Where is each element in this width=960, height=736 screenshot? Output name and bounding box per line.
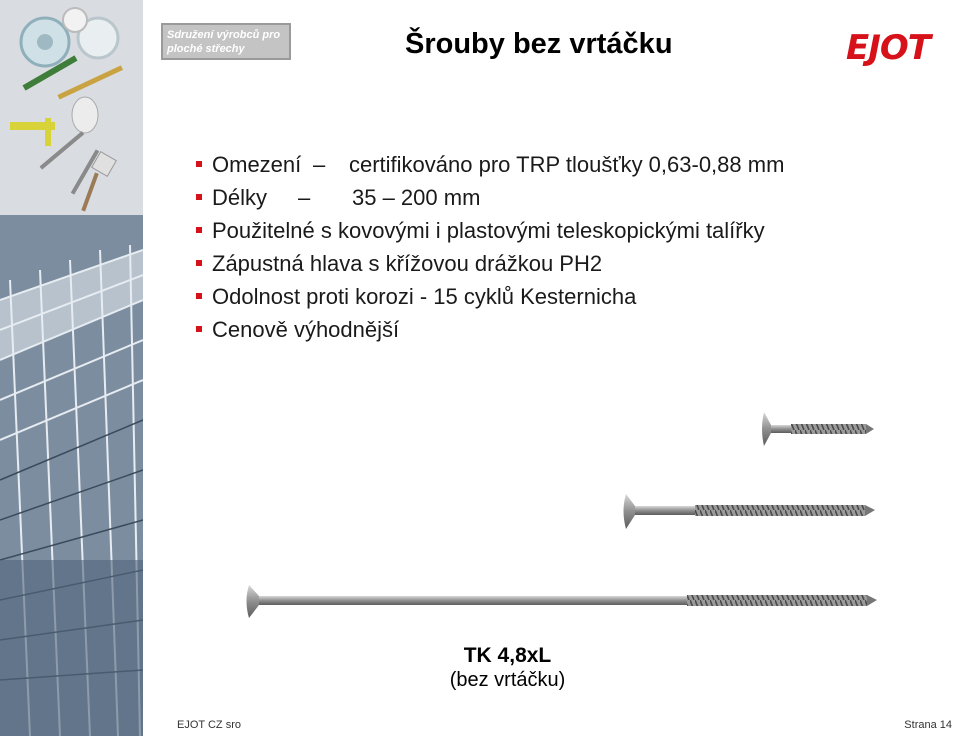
page-title: Šrouby bez vrtáčku (405, 28, 673, 60)
medium-screw-icon (624, 494, 876, 529)
product-note: (bez vrtáčku) (449, 669, 566, 691)
bullet-key: Omezení (212, 152, 302, 177)
bullet-text: Cenově výhodnější (212, 317, 400, 342)
product-caption (420, 644, 595, 692)
bullet-value: certifikováno pro TRP tloušťky 0,63-0,88 mm (349, 152, 785, 177)
association-logo-line1: Sdružení výrobců pro (167, 29, 281, 41)
bullet-text: Použitelné s kovovými i plastovými teleskopickými talířky (212, 218, 765, 243)
association-logo-line2: ploché střechy (167, 43, 245, 55)
bullet-value: 35 – 200 mm (352, 185, 481, 210)
bullet-key: Délky (212, 185, 268, 210)
footer-page-number: Strana 14 (904, 719, 952, 731)
brand-logo: EJOT (846, 28, 930, 68)
bullet-text: Zápustná hlava s křížovou drážkou PH2 (212, 251, 603, 276)
long-screw-icon (247, 585, 878, 618)
footer-company: EJOT CZ sro (177, 719, 241, 731)
bullet-dash: – (313, 152, 326, 177)
short-screw-icon (762, 412, 874, 446)
bullet-text: Odolnost proti korozi - 15 cyklů Kesternicha (212, 284, 637, 309)
bullet-dash: – (298, 185, 311, 210)
product-code: TK 4,8xL (463, 644, 552, 667)
